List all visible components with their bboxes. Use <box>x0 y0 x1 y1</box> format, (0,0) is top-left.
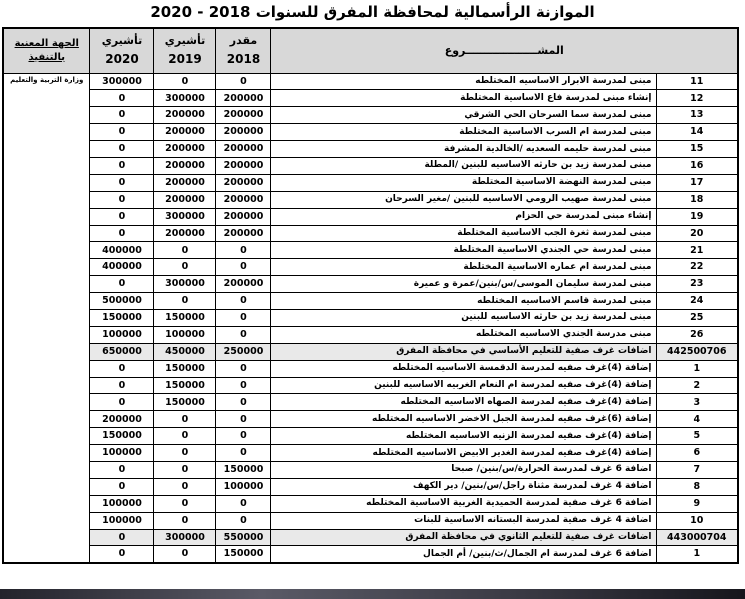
header-ind2019-year: 2019 <box>168 51 202 66</box>
value-2020-cell: 0 <box>90 191 154 208</box>
value-2020-cell: 0 <box>90 276 154 293</box>
executing-entity-cell <box>3 73 90 563</box>
table-row <box>3 242 738 259</box>
table-row <box>3 495 738 512</box>
table-row <box>3 360 738 377</box>
project-name-cell: اضافات غرف صفية للتعليم الثانوي في محافظة المفرق <box>271 529 656 546</box>
row-number-cell: 13 <box>656 107 738 124</box>
window-bottom-edge <box>0 589 745 599</box>
value-2019-cell: 200000 <box>154 191 216 208</box>
project-name-cell: اضافة 6 غرف لمدرسة الحرارة/س/بنين/ صبحا <box>271 461 656 478</box>
header-ind2020-year: 2020 <box>105 51 139 66</box>
value-2018-cell: 200000 <box>216 225 271 242</box>
value-2020-cell: 0 <box>90 157 154 174</box>
value-2018-cell: 200000 <box>216 191 271 208</box>
row-number-cell: 16 <box>656 157 738 174</box>
value-2020-cell: 0 <box>90 141 154 158</box>
value-2019-cell: 0 <box>154 546 216 563</box>
row-number-cell: 22 <box>656 259 738 276</box>
project-name-cell: مبنى لمدرسة سليمان الموسى/س/بنين/عمرة و عميرة <box>271 276 656 293</box>
table-row <box>3 107 738 124</box>
value-2018-cell: 0 <box>216 377 271 394</box>
value-2018-cell: 250000 <box>216 343 271 360</box>
value-2020-cell: 200000 <box>90 411 154 428</box>
value-2020-cell: 100000 <box>90 326 154 343</box>
table-row <box>3 191 738 208</box>
table-row <box>3 326 738 343</box>
value-2020-cell: 100000 <box>90 495 154 512</box>
value-2020-cell: 500000 <box>90 293 154 310</box>
value-2020-cell: 0 <box>90 377 154 394</box>
row-number-cell: 11 <box>656 73 738 90</box>
table-row <box>3 309 738 326</box>
project-name-cell: إنشاء مبنى لمدرسة فاع الاساسية المختلطة <box>271 90 656 107</box>
project-name-cell: إضافة (4)غرف صفيه لمدرسة الزنيه الاساسيه المختلطه <box>271 428 656 445</box>
row-number-cell: 7 <box>656 461 738 478</box>
value-2019-cell: 0 <box>154 495 216 512</box>
value-2020-cell: 100000 <box>90 512 154 529</box>
header-ind2019-word: تأشيري <box>164 34 206 48</box>
value-2019-cell: 150000 <box>154 360 216 377</box>
value-2019-cell: 200000 <box>154 157 216 174</box>
value-2018-cell: 200000 <box>216 208 271 225</box>
project-name-cell: مبنى مدرسة الجندي الاساسيه المختلطه <box>271 326 656 343</box>
value-2020-cell: 650000 <box>90 343 154 360</box>
table-row <box>3 124 738 141</box>
table-row <box>3 157 738 174</box>
project-name-cell: مبنى لمدرسة حي الجندي الاساسية المختلطة <box>271 242 656 259</box>
value-2020-cell: 0 <box>90 546 154 563</box>
row-number-cell: 9 <box>656 495 738 512</box>
executing-entity-label: وزارة التربية والتعليم <box>10 75 84 84</box>
value-2019-cell: 0 <box>154 428 216 445</box>
value-2020-cell: 0 <box>90 90 154 107</box>
table-row <box>3 276 738 293</box>
value-2018-cell: 150000 <box>216 546 271 563</box>
value-2019-cell: 0 <box>154 512 216 529</box>
value-2019-cell: 0 <box>154 242 216 259</box>
value-2020-cell: 0 <box>90 461 154 478</box>
project-name-cell: اضافة 6 غرف صفية لمدرسة الحميدية الغربية الاساسية المختلطه <box>271 495 656 512</box>
value-2018-cell: 0 <box>216 428 271 445</box>
value-2019-cell: 450000 <box>154 343 216 360</box>
value-2018-cell: 0 <box>216 411 271 428</box>
value-2018-cell: 0 <box>216 360 271 377</box>
row-number-cell: 443000704 <box>656 529 738 546</box>
table-body <box>3 73 738 563</box>
row-number-cell: 21 <box>656 242 738 259</box>
value-2019-cell: 200000 <box>154 141 216 158</box>
project-name-cell: مبنى لمدرسة صهيب الرومي الاساسيه للبنين /مغير السرحان <box>271 191 656 208</box>
project-name-cell: مبنى لمدرسة سما السرحان الحي الشرقي <box>271 107 656 124</box>
value-2019-cell: 0 <box>154 461 216 478</box>
project-name-cell: اضافة 4 غرف لمدرسة مثناة راجل/س/بنين/ دير الكهف <box>271 478 656 495</box>
project-name-cell: اضافات غرف صفية للتعليم الأساسي في محافظة المفرق <box>271 343 656 360</box>
row-number-cell: 24 <box>656 293 738 310</box>
value-2018-cell: 200000 <box>216 276 271 293</box>
table-row <box>3 411 738 428</box>
value-2019-cell: 0 <box>154 293 216 310</box>
table-row <box>3 293 738 310</box>
value-2018-cell: 0 <box>216 259 271 276</box>
project-name-cell: مبنى لمدرسة ام السرب الاساسية المختلطة <box>271 124 656 141</box>
value-2019-cell: 0 <box>154 478 216 495</box>
project-name-cell: مبنى لمدرسة النهضة الاساسية المختلطة <box>271 174 656 191</box>
header-project <box>271 28 738 73</box>
table-row <box>3 461 738 478</box>
value-2020-cell: 0 <box>90 394 154 411</box>
budget-table <box>2 27 739 564</box>
row-number-cell: 23 <box>656 276 738 293</box>
value-2018-cell: 0 <box>216 394 271 411</box>
project-name-cell: إضافة (6)غرف صفيه لمدرسة الجبل الاخضر الاساسيه المختلطه <box>271 411 656 428</box>
row-number-cell: 6 <box>656 445 738 462</box>
table-row <box>3 174 738 191</box>
project-name-cell: إضافة (4)غرف صفيه لمدرسة الدقمسة الاساسيه المختلطه <box>271 360 656 377</box>
project-name-cell: اضافة 4 غرف صفية لمدرسة البستانه الاساسية للبنات <box>271 512 656 529</box>
value-2020-cell: 150000 <box>90 428 154 445</box>
value-2019-cell: 200000 <box>154 124 216 141</box>
value-2018-cell: 200000 <box>216 107 271 124</box>
header-indicative-2020 <box>90 28 154 73</box>
page-title: الموازنة الرأسمالية لمحافظة المفرق للسنوات 2018 - 2020 <box>150 3 595 21</box>
project-name-cell: مبنى لمدرسة قاسم الاساسيه المختلطه <box>271 293 656 310</box>
project-name-cell: مبنى لمدرسة ام عماره الاساسية المختلطة <box>271 259 656 276</box>
value-2019-cell: 0 <box>154 411 216 428</box>
row-number-cell: 15 <box>656 141 738 158</box>
project-name-cell: مبنى لمدرسة حليمه السعديه /الخالدية المشرفة <box>271 141 656 158</box>
value-2019-cell: 150000 <box>154 377 216 394</box>
row-number-cell: 19 <box>656 208 738 225</box>
table-row <box>3 428 738 445</box>
value-2019-cell: 0 <box>154 73 216 90</box>
value-2019-cell: 300000 <box>154 90 216 107</box>
row-number-cell: 3 <box>656 394 738 411</box>
section-total-row <box>3 343 738 360</box>
value-2019-cell: 200000 <box>154 107 216 124</box>
row-number-cell: 4 <box>656 411 738 428</box>
project-name-cell: اضافة 6 غرف لمدرسة ام الجمال/ث/بنين/ أم الجمال <box>271 546 656 563</box>
value-2018-cell: 200000 <box>216 141 271 158</box>
row-number-cell: 18 <box>656 191 738 208</box>
row-number-cell: 1 <box>656 546 738 563</box>
header-indicative-2019 <box>154 28 216 73</box>
table-header <box>3 28 738 73</box>
value-2018-cell: 150000 <box>216 461 271 478</box>
value-2019-cell: 200000 <box>154 225 216 242</box>
value-2019-cell: 150000 <box>154 394 216 411</box>
value-2019-cell: 300000 <box>154 208 216 225</box>
table-row <box>3 377 738 394</box>
table-row <box>3 73 738 90</box>
value-2019-cell: 0 <box>154 445 216 462</box>
value-2018-cell: 200000 <box>216 174 271 191</box>
table-row <box>3 259 738 276</box>
value-2018-cell: 0 <box>216 242 271 259</box>
value-2018-cell: 0 <box>216 326 271 343</box>
table-row <box>3 394 738 411</box>
row-number-cell: 25 <box>656 309 738 326</box>
value-2020-cell: 100000 <box>90 445 154 462</box>
header-row <box>3 28 738 73</box>
value-2018-cell: 0 <box>216 309 271 326</box>
value-2019-cell: 300000 <box>154 276 216 293</box>
value-2020-cell: 0 <box>90 225 154 242</box>
header-est2018-word: مقدر <box>229 34 258 48</box>
table-row <box>3 90 738 107</box>
table-row <box>3 512 738 529</box>
value-2018-cell: 550000 <box>216 529 271 546</box>
header-estimated-2018 <box>216 28 271 73</box>
header-ind2020-word: تأشيري <box>101 34 143 48</box>
row-number-cell: 20 <box>656 225 738 242</box>
row-number-cell: 10 <box>656 512 738 529</box>
value-2020-cell: 0 <box>90 107 154 124</box>
value-2019-cell: 0 <box>154 259 216 276</box>
value-2018-cell: 200000 <box>216 90 271 107</box>
row-number-cell: 12 <box>656 90 738 107</box>
value-2018-cell: 0 <box>216 73 271 90</box>
table-row <box>3 546 738 563</box>
value-2020-cell: 300000 <box>90 73 154 90</box>
row-number-cell: 2 <box>656 377 738 394</box>
project-name-cell: مبنى لمدرسة الابرار الاساسيه المختلطه <box>271 73 656 90</box>
row-number-cell: 14 <box>656 124 738 141</box>
header-entity-line1: الجهة المعنية <box>14 38 79 50</box>
value-2018-cell: 0 <box>216 445 271 462</box>
value-2019-cell: 200000 <box>154 174 216 191</box>
table-row <box>3 225 738 242</box>
value-2020-cell: 400000 <box>90 242 154 259</box>
value-2019-cell: 150000 <box>154 309 216 326</box>
value-2018-cell: 0 <box>216 495 271 512</box>
value-2020-cell: 0 <box>90 124 154 141</box>
project-name-cell: إضافة (4)غرف صفيه لمدرسة الغدير الابيض الاساسيه المختلطه <box>271 445 656 462</box>
value-2020-cell: 0 <box>90 529 154 546</box>
header-project-label: المشـــــــــــــــــــروع <box>444 43 564 57</box>
table-row <box>3 141 738 158</box>
header-executing-entity <box>3 28 90 73</box>
table-row <box>3 445 738 462</box>
project-name-cell: إضافة (4)غرف صفيه لمدرسة الصهاه الاساسيه المختلطه <box>271 394 656 411</box>
value-2018-cell: 100000 <box>216 478 271 495</box>
row-number-cell: 17 <box>656 174 738 191</box>
row-number-cell: 26 <box>656 326 738 343</box>
value-2018-cell: 0 <box>216 512 271 529</box>
row-number-cell: 8 <box>656 478 738 495</box>
header-est2018-year: 2018 <box>226 51 261 66</box>
value-2018-cell: 0 <box>216 293 271 310</box>
value-2020-cell: 0 <box>90 478 154 495</box>
value-2018-cell: 200000 <box>216 124 271 141</box>
project-name-cell: مبنى لمدرسة زيد بن حارثه الاساسيه للبنين <box>271 309 656 326</box>
value-2018-cell: 200000 <box>216 157 271 174</box>
row-number-cell: 442500706 <box>656 343 738 360</box>
value-2020-cell: 0 <box>90 208 154 225</box>
project-name-cell: مبنى لمدرسة زيد بن حارثه الاساسيه للبنين /المطلة <box>271 157 656 174</box>
value-2020-cell: 400000 <box>90 259 154 276</box>
row-number-cell: 1 <box>656 360 738 377</box>
project-name-cell: إنشاء مبنى لمدرسة حي الحزام <box>271 208 656 225</box>
value-2019-cell: 100000 <box>154 326 216 343</box>
project-name-cell: مبنى لمدرسة ثغرة الجب الاساسية المختلطة <box>271 225 656 242</box>
section-total-row <box>3 529 738 546</box>
header-entity-line2: بالتنفيذ <box>28 51 65 63</box>
table-row <box>3 478 738 495</box>
value-2019-cell: 300000 <box>154 529 216 546</box>
project-name-cell: إضافة (4)غرف صفيه لمدرسة ام النعام الغربيه الاساسيه للبنين <box>271 377 656 394</box>
row-number-cell: 5 <box>656 428 738 445</box>
value-2020-cell: 0 <box>90 174 154 191</box>
value-2020-cell: 150000 <box>90 309 154 326</box>
value-2020-cell: 0 <box>90 360 154 377</box>
table-row <box>3 208 738 225</box>
